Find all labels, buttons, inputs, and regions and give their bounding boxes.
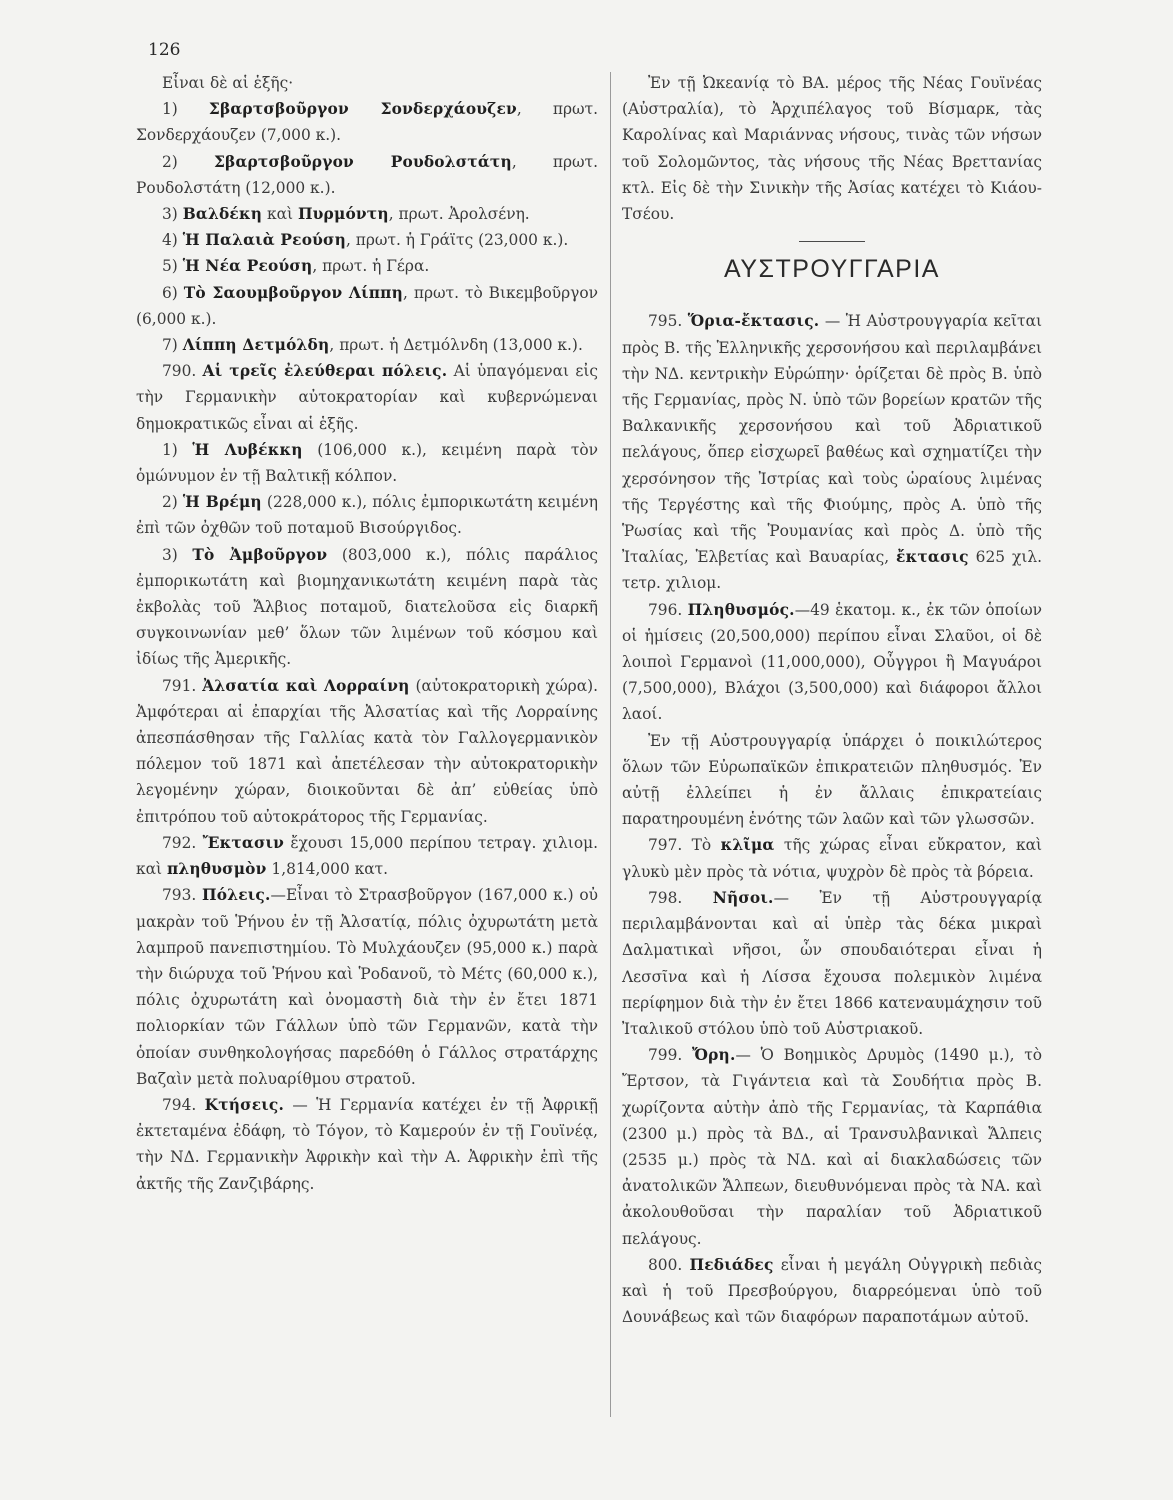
bold-term: Ἡ Λυβέκκη [192,440,303,459]
bold-term: Ὄρη. [692,1046,736,1065]
text-run: εἶναι ἡ μεγάλη Οὐγγρικὴ πεδιὰς καὶ ἡ τοῦ Πρεσβούργου, διαρρεόμεναι ὑπὸ τοῦ Δουνάβεως καὶ τῶν διαφόρων παραποτάμων αὐτοῦ. [622,1255,1042,1327]
text-run: Αἱ ὑπαγόμεναι εἰς τὴν Γερμανικὴν αὐτοκρατορίαν καὶ κυβερνώμεναι δημοκρατικῶς εἶναι αἱ ἑξῆς. [136,362,598,433]
text-run: , πρωτ. ἡ Δετμόλνδη (13,000 κ.). [329,336,583,355]
text-run: , πρωτ. ἡ Γέρα. [312,257,430,276]
text-run: — Ἡ Γερμανία κατέχει ἐν τῇ Ἀφρικῇ ἐκτεταμένα ἐδάφη, τὸ Τόγον, τὸ Καμερούν ἐν τῇ Γουϊνέᾳ, τὴν ΝΔ. Γερμανικὴν Ἀφρικὴν καὶ τὴν Α. Ἀφρικὴν ἐπὶ τῆς ἀκτῆς τῆς Ζανζιβάρης. [136,1095,598,1193]
paragraph-s790 [136,358,598,437]
column-divider [610,72,611,1417]
bold-term: Τὸ Σαουμβοῦργον Λίππη [183,283,404,302]
paragraph-state-4 [136,227,598,253]
text-run: 793. [162,886,203,905]
text-run: , πρωτ. Σονδερχάουζεν (7,000 κ.). [136,100,598,145]
text-run: 796. [648,600,688,619]
text-run: 790. [162,362,203,381]
text-run: , πρωτ. ἡ Γράϊτς (23,000 κ.). [345,231,569,250]
text-run: (803,000 κ.), πόλις παράλιος ἐμπορικωτάτη καὶ βιομηχανικωτάτη κειμένη παρὰ τὰς ἐκβολὰς τοῦ Ἄλβιος ποταμοῦ, διατελοῦσα εἰς διαρκῆ συγκοινωνίαν μεθ’ ὅλων τῶν λιμένων τοῦ κόσμου καὶ ἰδίως τῆς Ἀμερικῆς. [136,545,598,669]
bold-term: Ἡ Νέα Ρεούση [182,257,313,276]
section-heading: ΑΥΣΤΡΟΥΓΓΑΡΙΑ [724,255,940,284]
text-run: 795. [648,312,688,331]
text-run: 800. [648,1255,690,1274]
bold-term: Πυρμόντη [297,205,389,224]
text-run: , πρωτ. Ρουδολστάτη (12,000 κ.). [136,152,598,197]
paragraph-s793 [136,882,598,1092]
text-run: 5) [162,257,183,276]
text-run: —49 ἑκατομ. κ., ἐκ τῶν ὁποίων οἱ ἡμίσεις (20,500,000) περίπου εἶναι Σλαῦοι, οἱ δὲ λοιποὶ Γερμανοὶ (11,000,000), Οὖγγροι ἢ Μαγυάροι (7,500,000), Βλάχοι (3,500,000) καὶ διάφοροι ἄλλοι λαοί. [622,600,1042,724]
paragraph-city-2 [136,489,598,541]
paragraph-s796 [622,597,1042,728]
bold-term: Σβαρτσβοῦργον Ρουδολστάτη [213,152,512,171]
bold-term: Τὸ Ἀμβοῦργον [192,545,328,564]
text-run: 1,814,000 κατ. [266,860,389,879]
paragraph-s791 [136,673,598,830]
text-run: 3) [162,205,183,224]
text-run: 792. [162,833,203,852]
bold-term: Ἡ Βρέμη [182,493,262,512]
text-run: 797. Τὸ [648,836,721,855]
right-column-bottom [622,308,1042,1330]
paragraph-state-7 [136,332,598,358]
text-run: 799. [648,1046,692,1065]
text-run: 1) [162,440,193,459]
paragraph-s794 [136,1092,598,1197]
text-run: (106,000 κ.), κειμένη παρὰ τὸν ὁμώνυμον ἐν τῇ Βαλτικῇ κόλπον. [136,440,598,486]
paragraph-city-3 [136,542,598,673]
paragraph-s798 [622,885,1042,1042]
bold-term: Ἔκτασιν [202,833,285,852]
text-run: , πρωτ. Ἀρολσένη. [388,205,530,224]
text-run: 7) [162,336,183,355]
text-run: ἔχουσι 15,000 περίπου τετραγ. χιλιομ. καὶ [136,833,598,879]
paragraph-s795 [622,308,1042,596]
text-run: — Ἡ Αὐστρουγγαρία κεῖται πρὸς Β. τῆς Ἑλληνικῆς χερσονήσου καὶ περιλαμβάνει τὴν ΝΔ. κεντρικὴν Εὐρώπην· ὁρίζεται δὲ πρὸς Β. ὑπὸ τῆς Γερμανίας, πρὸς Ν. ὑπὸ τῶν βορείων κρατῶν τῆς Βαλκανικῆς χερσονήσου καὶ τοῦ Ἀδριατικοῦ πελάγους, ὅπερ εἰσχωρεῖ βαθέως καὶ σχηματίζει τὴν χερσόνησον τῆς Ἰστρίας καὶ τοὺς ὡραίους λιμένας τῆς Τεργέστης καὶ τῆς Φιούμης, πρὸς Α. ὑπὸ τῆς Ῥωσίας καὶ τῆς Ῥουμανίας καὶ πρὸς Δ. ὑπὸ τῆς Ἰταλίας, Ἑλβετίας καὶ Βαυαρίας, [622,312,1042,567]
text-run: Ἐν τῇ Αὐστρουγγαρίᾳ ὑπάρχει ὁ ποικιλώτερος ὅλων τῶν Εὐρωπαϊκῶν ἐπικρατειῶν πληθυσμός. Ἐν αὐτῇ ἐλλείπει ἡ ἐν ἄλλαις ἐπικρατείαις παρατηρουμένη ἑνότης τῶν λαῶν καὶ τῶν γλωσσῶν. [622,731,1042,829]
bold-term: Πόλεις. [202,886,271,905]
bold-term: Αἱ τρεῖς ἐλεύθεραι πόλεις. [202,362,448,381]
text-run: 798. [648,888,713,907]
paragraph-s799 [622,1042,1042,1252]
left-column [136,70,598,1197]
paragraph-oceania [622,70,1042,227]
page-number: 126 [148,40,181,60]
bold-term: Λίππη Δετμόλδη [182,336,330,355]
text-run: — Ἐν τῇ Αὐστρουγγαρίᾳ περιλαμβάνονται καὶ αἱ ὑπὲρ τὰς δέκα μικραὶ Δαλματικαὶ νῆσοι, ὧν σπουδαιότεραι εἶναι ἡ Λεσσῖνα καὶ ἡ Λίσσα ἔχουσα πολεμικὸν λιμένα περίφημον διὰ τὴν ἐν ἔτει 1866 κατεναυμάχησιν τοῦ Ἰταλικοῦ στόλου ὑπὸ τοῦ Αὐστριακοῦ. [622,888,1042,1038]
right-column [622,70,1042,1330]
text-run: 1) [162,100,209,119]
bold-term: κλῖμα [720,836,775,855]
text-run: (αὐτοκρατορικὴ χώρα). Ἀμφότεραι αἱ ἐπαρχίαι τῆς Ἀλσατίας καὶ τῆς Λορραίνης ἀπεσπάσθησαν τῆς Γαλλίας κατὰ τὸν Γαλλογερμανικὸν πόλεμον τοῦ 1871 καὶ ἀπετέλεσαν τὴν αὐτοκρατορικὴν λεγομένην χώραν, διοικοῦνται δὲ ἀπ’ εὐθείας ὑπὸ ἐπιτρόπου τοῦ αὐτοκράτορος τῆς Γερμανίας. [136,676,598,826]
bold-term: Νῆσοι. [712,888,774,907]
bold-term: Πληθυσμός. [687,600,795,619]
text-run: 3) [162,545,193,564]
bold-term: Πεδιάδες [689,1255,774,1274]
text-run: Ἐν τῇ Ὠκεανίᾳ τὸ ΒΑ. μέρος τῆς Νέας Γουϊνέας (Αὐστραλία), τὸ Ἀρχιπέλαγος τοῦ Βίσμαρκ, τὰς Καρολίνας καὶ Μαριάννας νήσους, τινὰς τῶν νήσων τοῦ Σολομῶντος, τὰς νήσους τῆς Νέας Βρεττανίας κτλ. Εἰς δὲ τὴν Σινικὴν τῆς Ἀσίας κατέχει τὸ Κιάου-Τσέου. [622,74,1042,224]
paragraph-intro [136,70,598,96]
paragraph-state-2 [136,149,598,201]
text-run: (228,000 κ.), πόλις ἐμπορικωτάτη κειμένη ἐπὶ τῶν ὀχθῶν τοῦ ποταμοῦ Βισούργιδος. [136,493,598,538]
section-rule [799,241,865,242]
text-run: 4) [162,231,183,250]
paragraph-state-1 [136,96,598,148]
bold-term: Ὅρια-ἔκτασις. [687,312,820,331]
bold-term: Ἀλσατία καὶ Λορραίνη [202,676,410,695]
text-run: 625 χιλ. τετρ. χιλιομ. [622,548,1043,593]
text-run: 794. [162,1095,205,1114]
bold-term: πληθυσμὸν [166,860,267,879]
text-run: 6) [162,283,184,302]
text-run: —Εἶναι τὸ Στρασβοῦργον (167,000 κ.) οὐ μακρὰν τοῦ Ῥήνου ἐν τῇ Ἀλσατίᾳ, πόλις ὀχυρωτάτη μετὰ λαμπροῦ πανεπιστημίου. Τὸ Μυλχάουζεν (95,000 κ.) παρὰ τὴν διώρυχα τοῦ Ῥήνου καὶ Ῥοδανοῦ, τὸ Μέτς (60,000 κ.), πόλις ὀχυρωτάτη καὶ ὀνομαστὴ διὰ τὴν ἐν ἔτει 1871 πολιορκίαν τῶν Γάλλων ὑπὸ τῶν Γερμανῶν, κατὰ τὴν ὁποίαν συνθηκολογήσας παρεδόθη ὁ Γάλλος στρατάρχης Βαζαὶν μετὰ πολυαρίθμου στρατοῦ. [136,886,598,1088]
paragraph-city-1 [136,437,598,489]
text-run: τῆς χώρας εἶναι εὔκρατον, καὶ γλυκὺ μὲν πρὸς τὰ νότια, ψυχρὸν δὲ πρὸς τὰ βόρεια. [622,836,1042,881]
bold-term: Ἡ Παλαιὰ Ρεούση [182,231,346,250]
text-run: 791. [162,676,203,695]
paragraph-s792 [136,830,598,882]
text-run: 2) [162,152,214,171]
paragraph-state-6 [136,280,598,332]
text-run: Εἶναι δὲ αἱ ἑξῆς· [162,74,294,92]
bold-term: Σβαρτσβοῦργον Σονδερχάουζεν [208,100,517,119]
right-column-top [622,70,1042,227]
text-run: , πρωτ. τὸ Βικεμβοῦργον (6,000 κ.). [136,283,598,328]
text-run: — Ὁ Βοημικὸς Δρυμὸς (1490 μ.), τὸ Ἔρτσον, τὰ Γιγάντεια καὶ τὰ Σουδήτια πρὸς Β. χωρίζοντα αὐτὴν ἀπὸ τῆς Γερμανίας, τὰ Καρπάθια (2300 μ.) πρὸς τὰ ΒΔ., αἱ Τρανσυλβανικαὶ Ἄλπεις (2535 μ.) πρὸς τὰ ΝΔ. καὶ αἱ διακλαδώσεις τῶν ἀνατολικῶν Ἄλπεων, διευθυνόμεναι πρὸς τὰ ΝΑ. καὶ ἀκολουθοῦσαι τὴν παραλίαν τοῦ Ἀδριατικοῦ πελάγους. [622,1046,1042,1248]
paragraph-s796b [622,728,1042,833]
bold-term: Βαλδέκη [182,205,263,224]
paragraph-state-5 [136,253,598,279]
bold-term: ἔκτασις [896,548,969,567]
paragraph-s797 [622,832,1042,884]
text-run: καὶ [262,205,298,224]
text-run: 2) [162,493,183,512]
bold-term: Κτήσεις. [204,1095,285,1114]
paragraph-s800 [622,1252,1042,1331]
paragraph-state-3 [136,201,598,227]
